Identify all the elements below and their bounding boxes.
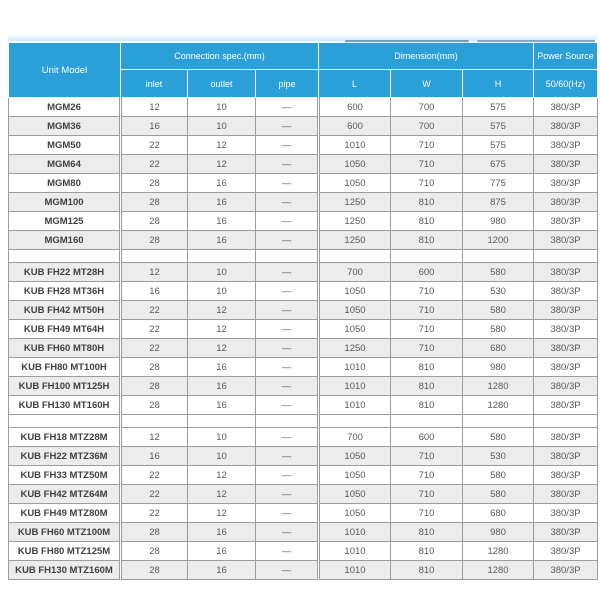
value-cell: 1250	[319, 193, 391, 212]
section-mtz-m	[9, 428, 598, 580]
separator-cell	[9, 415, 121, 428]
value-cell: —	[256, 428, 319, 447]
value-cell: 710	[391, 339, 463, 358]
value-cell: 10	[188, 98, 256, 117]
value-cell: 810	[391, 561, 463, 580]
value-cell: 1280	[463, 377, 534, 396]
value-cell: 380/3P	[534, 523, 598, 542]
value-cell: 16	[188, 212, 256, 231]
separator-cell	[9, 250, 121, 263]
value-cell: —	[256, 377, 319, 396]
table-row	[9, 485, 598, 504]
value-cell: 580	[463, 485, 534, 504]
value-cell: 22	[121, 301, 188, 320]
value-cell: 380/3P	[534, 174, 598, 193]
header-unit-model: Unit Model	[9, 43, 121, 98]
value-cell: 710	[391, 320, 463, 339]
value-cell: 12	[188, 136, 256, 155]
value-cell: —	[256, 320, 319, 339]
table-row	[9, 523, 598, 542]
value-cell: 1050	[319, 320, 391, 339]
value-cell: 710	[391, 485, 463, 504]
separator-cell	[256, 415, 319, 428]
table-row	[9, 377, 598, 396]
value-cell: 710	[391, 282, 463, 301]
value-cell: 1010	[319, 542, 391, 561]
value-cell: 380/3P	[534, 504, 598, 523]
value-cell: 380/3P	[534, 466, 598, 485]
value-cell: 980	[463, 358, 534, 377]
value-cell: 710	[391, 136, 463, 155]
separator-cell	[256, 250, 319, 263]
separator-cell	[121, 415, 188, 428]
table-row	[9, 117, 598, 136]
header-connection-spec-group: Connection spec.(mm)	[121, 43, 319, 70]
value-cell: 1250	[319, 339, 391, 358]
unit-model-cell: MGM26	[9, 98, 121, 117]
table-row	[9, 98, 598, 117]
unit-model-cell: KUB FH28 MT36H	[9, 282, 121, 301]
section-separator-row	[9, 250, 598, 263]
table-row	[9, 231, 598, 250]
value-cell: 700	[391, 117, 463, 136]
header-width: W	[391, 70, 463, 98]
value-cell: 10	[188, 263, 256, 282]
value-cell: 810	[391, 523, 463, 542]
value-cell: —	[256, 542, 319, 561]
value-cell: 12	[188, 339, 256, 358]
header-dimension-group: Dimension(mm)	[319, 43, 534, 70]
unit-model-cell: KUB FH60 MT80H	[9, 339, 121, 358]
value-cell: 710	[391, 447, 463, 466]
value-cell: 1010	[319, 396, 391, 415]
value-cell: 380/3P	[534, 155, 598, 174]
value-cell: 680	[463, 339, 534, 358]
table-row	[9, 561, 598, 580]
header-length: L	[319, 70, 391, 98]
value-cell: —	[256, 98, 319, 117]
value-cell: 28	[121, 193, 188, 212]
value-cell: 710	[391, 301, 463, 320]
unit-model-cell: MGM125	[9, 212, 121, 231]
separator-cell	[463, 415, 534, 428]
value-cell: 16	[121, 282, 188, 301]
value-cell: 28	[121, 358, 188, 377]
spec-table	[8, 42, 598, 580]
value-cell: —	[256, 504, 319, 523]
unit-model-cell: KUB FH49 MTZ80M	[9, 504, 121, 523]
table-row	[9, 396, 598, 415]
value-cell: 380/3P	[534, 339, 598, 358]
value-cell: 22	[121, 466, 188, 485]
value-cell: 28	[121, 377, 188, 396]
value-cell: 1280	[463, 542, 534, 561]
table-row	[9, 339, 598, 358]
unit-model-cell: MGM100	[9, 193, 121, 212]
value-cell: 12	[188, 485, 256, 504]
value-cell: 380/3P	[534, 396, 598, 415]
value-cell: 1050	[319, 155, 391, 174]
value-cell: 1010	[319, 561, 391, 580]
separator-cell	[319, 415, 391, 428]
table-row	[9, 466, 598, 485]
value-cell: 16	[188, 231, 256, 250]
value-cell: 28	[121, 561, 188, 580]
value-cell: 580	[463, 466, 534, 485]
value-cell: 380/3P	[534, 377, 598, 396]
value-cell: 700	[319, 428, 391, 447]
value-cell: 16	[188, 358, 256, 377]
section-separator-row	[9, 415, 598, 428]
value-cell: 680	[463, 504, 534, 523]
table-row	[9, 136, 598, 155]
value-cell: 575	[463, 98, 534, 117]
header-pipe: pipe	[256, 70, 319, 98]
value-cell: —	[256, 117, 319, 136]
separator-cell	[121, 250, 188, 263]
value-cell: 600	[391, 428, 463, 447]
unit-model-cell: KUB FH130 MTZ160M	[9, 561, 121, 580]
unit-model-cell: KUB FH80 MTZ125M	[9, 542, 121, 561]
value-cell: 1050	[319, 504, 391, 523]
value-cell: 675	[463, 155, 534, 174]
unit-model-cell: MGM50	[9, 136, 121, 155]
value-cell: 16	[188, 542, 256, 561]
value-cell: 710	[391, 174, 463, 193]
table-row	[9, 174, 598, 193]
value-cell: 710	[391, 466, 463, 485]
value-cell: 16	[188, 523, 256, 542]
value-cell: 1050	[319, 466, 391, 485]
value-cell: 28	[121, 212, 188, 231]
unit-model-cell: MGM160	[9, 231, 121, 250]
header-frequency: 50/60(Hz)	[534, 70, 598, 98]
separator-cell	[319, 250, 391, 263]
value-cell: 875	[463, 193, 534, 212]
value-cell: 16	[188, 561, 256, 580]
value-cell: —	[256, 358, 319, 377]
value-cell: 1050	[319, 301, 391, 320]
value-cell: 1010	[319, 523, 391, 542]
separator-cell	[391, 415, 463, 428]
unit-model-cell: KUB FH18 MTZ28M	[9, 428, 121, 447]
value-cell: 810	[391, 212, 463, 231]
section-mgm	[9, 98, 598, 263]
value-cell: 380/3P	[534, 485, 598, 504]
value-cell: 380/3P	[534, 231, 598, 250]
value-cell: 1200	[463, 231, 534, 250]
table-row	[9, 320, 598, 339]
value-cell: —	[256, 212, 319, 231]
value-cell: 1010	[319, 136, 391, 155]
value-cell: 28	[121, 174, 188, 193]
value-cell: 12	[121, 98, 188, 117]
value-cell: 580	[463, 428, 534, 447]
unit-model-cell: KUB FH130 MT160H	[9, 396, 121, 415]
value-cell: 10	[188, 117, 256, 136]
value-cell: 1010	[319, 358, 391, 377]
value-cell: 16	[188, 377, 256, 396]
value-cell: 810	[391, 377, 463, 396]
value-cell: 380/3P	[534, 193, 598, 212]
value-cell: 580	[463, 301, 534, 320]
value-cell: —	[256, 174, 319, 193]
unit-model-cell: MGM64	[9, 155, 121, 174]
value-cell: 1050	[319, 174, 391, 193]
separator-cell	[188, 415, 256, 428]
separator-cell	[391, 250, 463, 263]
value-cell: 810	[391, 231, 463, 250]
value-cell: 380/3P	[534, 542, 598, 561]
separator-cell	[188, 250, 256, 263]
value-cell: 12	[188, 301, 256, 320]
value-cell: —	[256, 263, 319, 282]
value-cell: 380/3P	[534, 358, 598, 377]
value-cell: —	[256, 231, 319, 250]
value-cell: 700	[391, 98, 463, 117]
value-cell: 1050	[319, 485, 391, 504]
value-cell: 12	[188, 504, 256, 523]
value-cell: 380/3P	[534, 212, 598, 231]
unit-model-cell: KUB FH22 MT28H	[9, 263, 121, 282]
value-cell: 1050	[319, 282, 391, 301]
value-cell: 580	[463, 320, 534, 339]
table-row	[9, 428, 598, 447]
value-cell: 1010	[319, 377, 391, 396]
value-cell: 1250	[319, 231, 391, 250]
value-cell: 16	[121, 447, 188, 466]
value-cell: 28	[121, 396, 188, 415]
value-cell: 12	[121, 263, 188, 282]
value-cell: 22	[121, 155, 188, 174]
value-cell: 600	[319, 98, 391, 117]
unit-model-cell: MGM80	[9, 174, 121, 193]
header-outlet: outlet	[188, 70, 256, 98]
value-cell: 380/3P	[534, 301, 598, 320]
value-cell: 380/3P	[534, 98, 598, 117]
value-cell: 380/3P	[534, 320, 598, 339]
value-cell: 380/3P	[534, 561, 598, 580]
value-cell: 28	[121, 542, 188, 561]
value-cell: —	[256, 136, 319, 155]
value-cell: 16	[188, 193, 256, 212]
separator-cell	[463, 250, 534, 263]
value-cell: —	[256, 339, 319, 358]
value-cell: 575	[463, 117, 534, 136]
value-cell: 1250	[319, 212, 391, 231]
value-cell: 28	[121, 231, 188, 250]
value-cell: —	[256, 485, 319, 504]
value-cell: 12	[188, 466, 256, 485]
value-cell: 22	[121, 339, 188, 358]
unit-model-cell: KUB FH60 MTZ100M	[9, 523, 121, 542]
value-cell: 10	[188, 282, 256, 301]
unit-model-cell: KUB FH22 MTZ36M	[9, 447, 121, 466]
unit-model-cell: KUB FH100 MT125H	[9, 377, 121, 396]
header-height: H	[463, 70, 534, 98]
value-cell: 380/3P	[534, 447, 598, 466]
value-cell: —	[256, 561, 319, 580]
table-row	[9, 358, 598, 377]
header-power-source-group: Power Source	[534, 43, 598, 70]
value-cell: 28	[121, 523, 188, 542]
value-cell: —	[256, 193, 319, 212]
table-row	[9, 542, 598, 561]
value-cell: 810	[391, 358, 463, 377]
value-cell: 775	[463, 174, 534, 193]
table-row	[9, 504, 598, 523]
value-cell: 12	[188, 155, 256, 174]
value-cell: 1280	[463, 396, 534, 415]
value-cell: 580	[463, 263, 534, 282]
value-cell: —	[256, 396, 319, 415]
unit-model-cell: KUB FH33 MTZ50M	[9, 466, 121, 485]
value-cell: 380/3P	[534, 428, 598, 447]
separator-cell	[534, 415, 598, 428]
value-cell: 16	[188, 174, 256, 193]
value-cell: 380/3P	[534, 282, 598, 301]
unit-model-cell: KUB FH49 MT64H	[9, 320, 121, 339]
value-cell: 810	[391, 193, 463, 212]
value-cell: 530	[463, 282, 534, 301]
value-cell: 22	[121, 504, 188, 523]
value-cell: 22	[121, 485, 188, 504]
value-cell: 1280	[463, 561, 534, 580]
value-cell: 16	[121, 117, 188, 136]
value-cell: 980	[463, 212, 534, 231]
unit-model-cell: KUB FH80 MT100H	[9, 358, 121, 377]
value-cell: 12	[188, 320, 256, 339]
value-cell: 710	[391, 155, 463, 174]
table-row	[9, 155, 598, 174]
unit-model-cell: KUB FH42 MT50H	[9, 301, 121, 320]
table-row	[9, 282, 598, 301]
value-cell: 700	[319, 263, 391, 282]
table-row	[9, 301, 598, 320]
value-cell: 22	[121, 136, 188, 155]
value-cell: —	[256, 523, 319, 542]
value-cell: 575	[463, 136, 534, 155]
value-cell: 530	[463, 447, 534, 466]
header-inlet: inlet	[121, 70, 188, 98]
table-row	[9, 263, 598, 282]
value-cell: 710	[391, 504, 463, 523]
value-cell: 600	[391, 263, 463, 282]
value-cell: 380/3P	[534, 117, 598, 136]
value-cell: 16	[188, 396, 256, 415]
value-cell: 1050	[319, 447, 391, 466]
value-cell: 22	[121, 320, 188, 339]
value-cell: 980	[463, 523, 534, 542]
value-cell: —	[256, 466, 319, 485]
value-cell: —	[256, 447, 319, 466]
value-cell: —	[256, 301, 319, 320]
table-header	[9, 43, 598, 98]
value-cell: 10	[188, 428, 256, 447]
unit-model-cell: KUB FH42 MTZ64M	[9, 485, 121, 504]
table-row	[9, 212, 598, 231]
value-cell: 380/3P	[534, 263, 598, 282]
table-row	[9, 447, 598, 466]
value-cell: —	[256, 282, 319, 301]
separator-cell	[534, 250, 598, 263]
value-cell: 380/3P	[534, 136, 598, 155]
value-cell: 10	[188, 447, 256, 466]
section-mt-h	[9, 263, 598, 428]
value-cell: —	[256, 155, 319, 174]
value-cell: 12	[121, 428, 188, 447]
unit-model-cell: MGM36	[9, 117, 121, 136]
table-row	[9, 193, 598, 212]
value-cell: 810	[391, 396, 463, 415]
value-cell: 600	[319, 117, 391, 136]
value-cell: 810	[391, 542, 463, 561]
